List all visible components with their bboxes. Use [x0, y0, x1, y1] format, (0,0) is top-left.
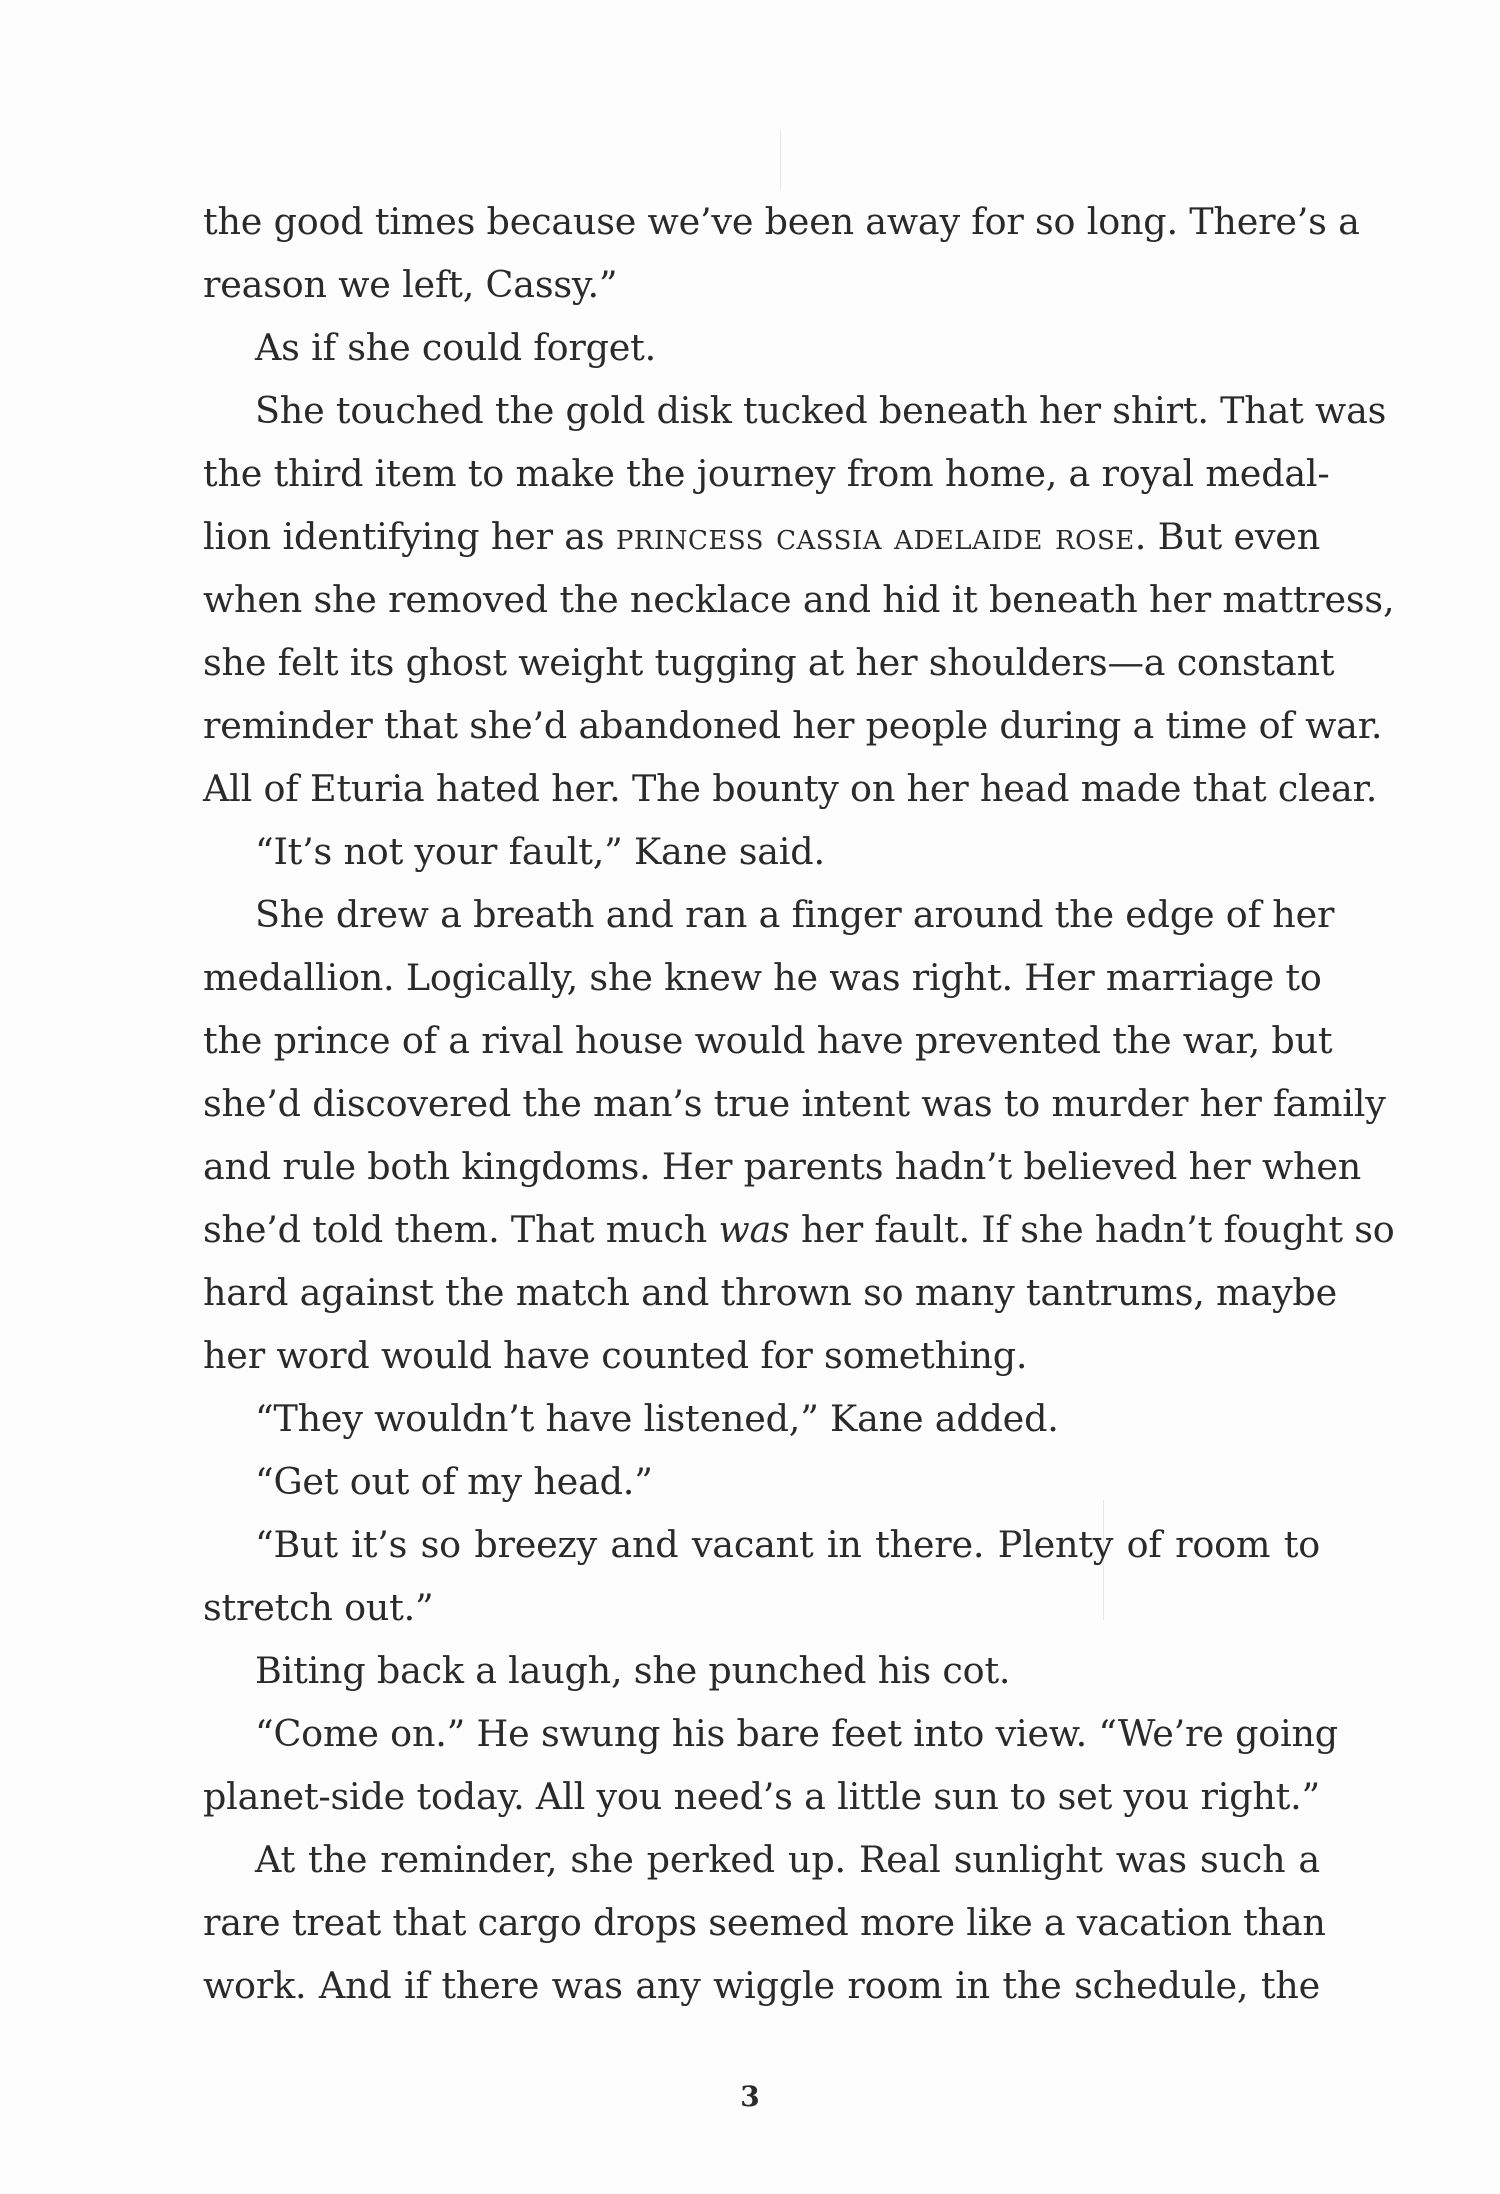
- text-line: the prince of a rival house would have prevented the war, but: [203, 1019, 1333, 1062]
- text-segment: her fault. If she hadn’t fought so: [789, 1208, 1395, 1251]
- text-line: work. And if there was any wiggle room in the schedule, the: [203, 1964, 1320, 2007]
- text-line: She touched the gold disk tucked beneath her shirt. That was: [255, 389, 1387, 432]
- text-line: planet-side today. All you need’s a little sun to set you right.”: [203, 1775, 1320, 1818]
- text-line: stretch out.”: [203, 1586, 434, 1629]
- text-line: her word would have counted for something.: [203, 1334, 1028, 1377]
- text-line: Biting back a laugh, she punched his cot.: [255, 1649, 1011, 1692]
- text-line: All of Eturia hated her. The bounty on her head made that clear.: [203, 767, 1378, 810]
- text-line: medallion. Logically, she knew he was right. Her marriage to: [203, 956, 1322, 999]
- text-line: As if she could forget.: [255, 326, 657, 369]
- text-line: she’d discovered the man’s true intent was to murder her family: [203, 1082, 1386, 1125]
- text-line: hard against the match and thrown so many tantrums, maybe: [203, 1271, 1337, 1314]
- body-text: [203, 190, 1395, 2017]
- text-line: and rule both kingdoms. Her parents hadn’t believed her when: [203, 1145, 1362, 1188]
- text-segment: . But even: [1134, 515, 1321, 558]
- text-line: At the reminder, she perked up. Real sunlight was such a: [255, 1838, 1320, 1881]
- text-line: “But it’s so breezy and vacant in there. Plenty of room to: [255, 1523, 1320, 1566]
- page-number: 3: [740, 2080, 760, 2113]
- text-line: she felt its ghost weight tugging at her shoulders—a constant: [203, 641, 1335, 684]
- text-line: reminder that she’d abandoned her people during a time of war.: [203, 704, 1383, 747]
- text-line: “They wouldn’t have listened,” Kane added.: [255, 1397, 1059, 1440]
- text-line: the third item to make the journey from home, a royal medal-: [203, 452, 1330, 495]
- text-segment: she’d told them. That much: [203, 1208, 719, 1251]
- text-line: reason we left, Cassy.”: [203, 263, 618, 306]
- text-line: [203, 505, 1320, 568]
- text-segment: lion identifying her as: [203, 515, 616, 558]
- text-line: [203, 1198, 1395, 1261]
- scan-artifact: [780, 130, 781, 190]
- text-line: “Come on.” He swung his bare feet into view. “We’re going: [255, 1712, 1338, 1755]
- princess-name: princess cassia adelaide rose: [615, 515, 1135, 558]
- text-line: “Get out of my head.”: [255, 1460, 653, 1503]
- text-line: She drew a breath and ran a finger around the edge of her: [255, 893, 1335, 936]
- text-line: the good times because we’ve been away for so long. There’s a: [203, 200, 1360, 243]
- emphasis: was: [718, 1208, 790, 1251]
- text-line: “It’s not your fault,” Kane said.: [255, 830, 825, 873]
- text-line: rare treat that cargo drops seemed more like a vacation than: [203, 1901, 1326, 1944]
- text-line: when she removed the necklace and hid it beneath her mattress,: [203, 578, 1395, 621]
